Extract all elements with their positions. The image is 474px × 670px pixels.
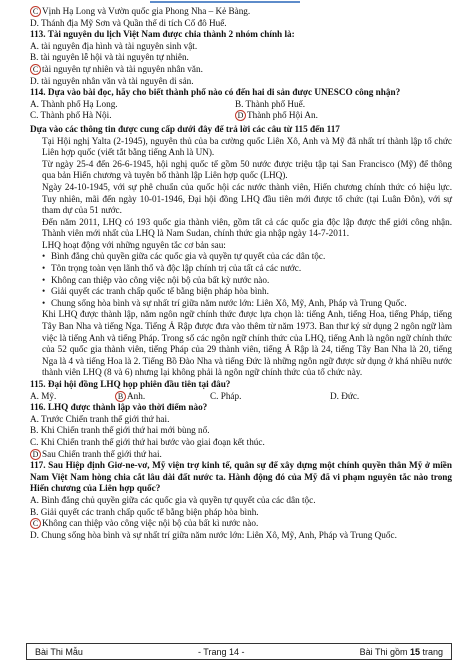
- q113-option-c: C tài nguyên tự nhiên và tài nguyên nhân văn.: [30, 64, 452, 76]
- q113-option-d: D. tài nguyên nhân văn và tài nguyên di sản.: [30, 75, 194, 86]
- principle-item: • Bình đẳng chủ quyền giữa các quốc gia và quyền tự quyết của các dân tộc.: [30, 251, 452, 263]
- q115-options: A. Mỹ. B Anh. C. Pháp. D. Đức.: [30, 390, 360, 401]
- principle-item: • Tôn trọng toàn vẹn lãnh thổ và độc lập chính trị của tất cả các nước.: [30, 263, 452, 275]
- top-option-d: D. Thánh địa Mỹ Sơn và Quần thể di tích Cố đô Huế.: [30, 17, 227, 28]
- page-footer: [26, 643, 452, 660]
- question-116: 116. LHQ được thành lập vào thời điểm nào?: [30, 402, 208, 413]
- question-113: 113. Tài nguyên du lịch Việt Nam được chia thành 2 nhóm chính là:: [30, 29, 295, 40]
- q117-option-d: D. Chung sống hòa bình và sự nhất trí giữa năm nước lớn: Liên Xô, Mỹ, Anh, Pháp và Trung Quốc.: [30, 529, 397, 540]
- q116-option-a: A. Trước Chiến tranh thế giới thứ hai.: [30, 413, 170, 424]
- passage-heading: Dựa vào các thông tin được cung cấp dưới đây để trả lời các câu từ 115 đến 117: [30, 123, 340, 134]
- passage-paragraph: LHQ hoạt động với những nguyên tắc cơ bản sau:: [42, 239, 226, 250]
- selected-mark: C: [30, 518, 41, 529]
- question-117: 117. Sau Hiệp định Giơ-ne-vơ, Mỹ viện trợ kinh tế, quân sự để xây dựng một chính quyền thân Mỹ ở miền Nam Việt Nam hòng chia cắt lâu dài đất nước ta. Hành động đó của Mỹ đã vi phạm nguyên tắc nào trong Hiến chương của Liên hợp quốc?: [30, 460, 452, 494]
- q114-options-row2: C. Thành phố Hà Nội. D Thành phố Hội An.: [30, 110, 318, 121]
- q116-option-b: B. Khi Chiến tranh thế giới thứ hai mới bùng nổ.: [30, 425, 210, 436]
- highlight-mark: [150, 1, 300, 3]
- top-option-c: C Vịnh Hạ Long và Vườn quốc gia Phong Nha – Kẻ Bàng.: [30, 6, 452, 18]
- passage-paragraph: Tại Hội nghị Yalta (2-1945), nguyên thủ của ba cường quốc Liên Xô, Anh và Mỹ đã nhất trí thành lập tổ chức Liên hợp quốc (viết tắt bằng tiếng Anh là UN).: [42, 135, 452, 158]
- passage-paragraph: Từ ngày 25-4 đến 26-6-1945, hội nghị quốc tế gồm 50 nước được triệu tập tại San Francisco (Mỹ) để thông qua bản Hiến chương và tuyên bố thành lập Liên hợp quốc (LHQ).: [42, 158, 452, 181]
- q114-options-row1: A. Thành phố Hạ Long. B. Thành phố Huế.: [30, 98, 306, 109]
- passage-paragraph: Ngày 24-10-1945, với sự phê chuẩn của quốc hội các nước thành viên, Hiến chương chính thức có hiệu lực. Tuy nhiên, mãi đến ngày 10-01-1946, Đại hội đồng LHQ đầu tiên mới được tổ chức (tại Luân Đôn), với sự tham dự của 51 nước.: [42, 181, 452, 216]
- passage-paragraph: Đến năm 2011, LHQ có 193 quốc gia thành viên, gồm tất cả các quốc gia độc lập được thế giới công nhận. Thành viên mới nhất của LHQ là Nam Sudan, chính thức gia nhập ngày 14-7-2011.: [42, 216, 452, 239]
- q116-option-d: D Sau Chiến tranh thế giới thứ hai.: [30, 449, 452, 461]
- principle-item: • Không can thiệp vào công việc nội bộ của bất kỳ nước nào.: [30, 275, 452, 287]
- selected-mark: D: [235, 110, 246, 121]
- footer-right: Bài Thi gồm 15 trang: [359, 646, 443, 657]
- footer-page-number: - Trang 14 -: [197, 646, 245, 657]
- question-114: 114. Dựa vào bài đọc, hãy cho biết thành phố nào có đến hai di sản được UNESCO công nhận?: [30, 87, 401, 98]
- selected-mark: C: [30, 64, 41, 75]
- q113-option-a: A. tài nguyên địa hình và tài nguyên sinh vật.: [30, 40, 198, 51]
- principle-item: • Giải quyết các tranh chấp quốc tế bằng biện pháp hòa bình.: [30, 286, 452, 298]
- question-115: 115. Đại hội đồng LHQ họp phiên đầu tiên tại đâu?: [30, 379, 231, 389]
- q117-option-a: A. Bình đẳng chủ quyền giữa các quốc gia và quyền tự quyết của các dân tộc.: [30, 494, 316, 505]
- footer-left: Bài Thi Mẫu: [35, 646, 83, 657]
- selected-mark: B: [115, 391, 126, 402]
- q117-option-c: C Không can thiệp vào công việc nội bộ của bất kì nước nào.: [30, 518, 452, 530]
- q117-option-b: B. Giải quyết các tranh chấp quốc tế bằng biện pháp hòa bình.: [30, 506, 259, 517]
- q116-option-c: C. Khi Chiến tranh thế giới thứ hai bước vào giai đoạn kết thúc.: [30, 436, 265, 447]
- selected-mark: D: [30, 449, 41, 460]
- passage-paragraph: Khi LHQ được thành lập, năm ngôn ngữ chính thức được lựa chọn là: tiếng Anh, tiếng Hoa, tiếng Pháp, tiếng Tây Ban Nha và tiếng Nga. Tiếng Ả Rập được đưa vào thêm từ năm 1973. Ban thư ký sử dụng 2 ngôn ngữ làm việc là tiếng Anh và tiếng Pháp. Trong số các ngôn ngữ chính thức của LHQ, tiếng Anh là ngôn ngữ chính thức của 52 quốc gia thành viên, tiếng Pháp của 29 thành viên, tiếng Ả Rập là 24, tiếng Tây Ban Nha là 20, tiếng Nga là 4 và tiếng Hoa là 2. Tiếng Bồ Đào Nha và tiếng Đức là những ngôn ngữ được sử dụng ở khá nhiều nước thành viên LHQ (8 và 6) nhưng lại không phải là ngôn ngữ chính thức của tổ chức này.: [42, 309, 452, 378]
- q113-option-b: B. tài nguyên lễ hội và tài nguyên tự nhiên.: [30, 52, 189, 63]
- principle-item: • Chung sống hòa bình và sự nhất trí giữa năm nước lớn: Liên Xô, Mỹ, Anh, Pháp và Trung Quốc.: [30, 298, 452, 310]
- selected-mark: C: [30, 6, 41, 17]
